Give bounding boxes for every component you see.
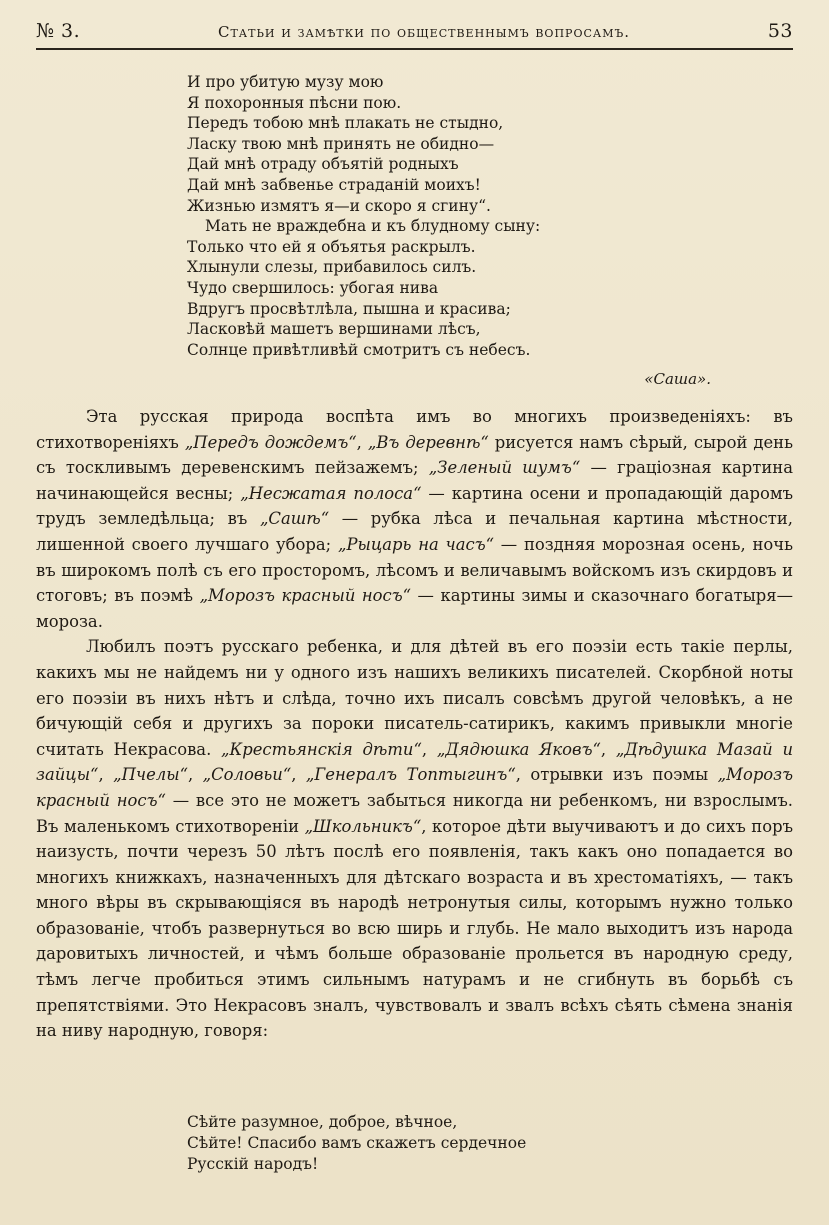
- poem-line: Русскій народъ!: [187, 1155, 319, 1173]
- poem-line: Сѣйте разумное, доброе, вѣчное,: [187, 1113, 458, 1131]
- work-title: „Зеленый шумъ“: [428, 458, 581, 478]
- work-title: „Дѣдушка Мазай и зайцы“: [36, 739, 794, 785]
- work-title: „Сашѣ“: [259, 509, 330, 529]
- work-title: „Пчелы“: [113, 765, 188, 785]
- running-header: [36, 20, 793, 42]
- poem-line: Сѣйте! Спасибо вамъ скажетъ сердечное: [187, 1134, 527, 1152]
- poem-line: Ласковѣй машетъ вершинами лѣсъ,: [187, 320, 481, 339]
- work-title: „Крестьянскія дѣти“: [221, 739, 422, 759]
- poem-line: Только что ей я объятья раскрылъ.: [187, 237, 476, 256]
- header-rule: [36, 48, 793, 50]
- poem-line: Мать не враждебна и къ блудному сыну:: [205, 217, 541, 236]
- page-number: 53: [767, 20, 793, 42]
- work-title: „Рыцарь на часъ“: [337, 534, 495, 554]
- text-run: — все это не можетъ забыться никогда ни ребенкомъ, ни взрослымъ. Въ маленькомъ стихотвореніи: [36, 790, 793, 836]
- closing-poem: [187, 1112, 526, 1175]
- poem-line: Дай мнѣ отраду объятій родныхъ: [187, 155, 459, 174]
- work-title: „Дядюшка Яковъ“: [436, 739, 601, 759]
- work-title: „Генералъ Топтыгинъ“: [305, 765, 516, 785]
- article-body: [36, 404, 793, 1044]
- work-title: „Передъ дождемъ“: [184, 432, 357, 452]
- work-title: „Школьникъ“: [304, 816, 422, 836]
- paragraph-nature: [36, 404, 793, 634]
- text-run: ,: [356, 432, 368, 452]
- text-run: — поздняя морозная осень, ночь въ широкомъ полѣ съ его просторомъ, лѣсомъ и величавымъ войскомъ изъ скирдовъ и стоговъ; въ поэмѣ: [36, 534, 793, 606]
- paragraph-children: [36, 634, 793, 1044]
- poem-line: Дай мнѣ забвенье страданій моихъ!: [187, 175, 481, 194]
- poem-line: И про убитую музу мою: [187, 73, 384, 91]
- text-run: Любилъ поэтъ русскаго ребенка, и для дѣтей въ его поэзіи есть такіе перлы, какихъ мы не найдемъ ни у одного изъ нашихъ великихъ писателей. Скорбной ноты его поэзіи въ нихъ нѣтъ и слѣда, точно ихъ писалъ совсѣмъ другой человѣкъ, а не бичующій себя и другихъ за пороки писатель-сатирикъ, какимъ привыкли многіе считать Некрасова.: [36, 637, 793, 759]
- poem-line: Вдругъ просвѣтлѣла, пышна и красива;: [187, 299, 511, 318]
- section-title: Статьи и замѣтки по общественнымъ вопросамъ.: [217, 23, 630, 41]
- poem-line: Жизнью измятъ я—и скоро я сгину“.: [187, 196, 491, 215]
- work-title: „Несжатая полоса“: [240, 483, 422, 503]
- text-run: — граціозная картина начинающейся весны;: [36, 458, 793, 503]
- issue-number: № 3.: [36, 20, 81, 42]
- text-run: — рубка лѣса и печальная картина мѣстности, лишенной своего лучшаго убора;: [36, 509, 793, 554]
- poem-block: [187, 72, 540, 360]
- text-run: — картины зимы и сказочнаго богатыря—мороза.: [36, 586, 793, 631]
- poem-line: Хлынули слезы, прибавилось силъ.: [187, 258, 477, 277]
- text-run: , отрывки изъ поэмы: [515, 765, 718, 785]
- work-title: „Морозъ красный носъ“: [36, 765, 794, 810]
- work-title: „Морозъ красный носъ“: [199, 586, 412, 606]
- work-title: „Соловьи“: [202, 765, 292, 785]
- poem-line: Передъ тобою мнѣ плакать не стыдно,: [187, 114, 504, 133]
- text-run: — картина осени и пропадающій даромъ трудъ земледѣльца; въ: [36, 483, 793, 529]
- text-run: ,: [187, 765, 203, 785]
- text-run: ,: [421, 739, 437, 759]
- work-title: „Въ деревнѣ“: [367, 432, 489, 452]
- poem-line: Ласку твою мнѣ принять не обидно—: [187, 134, 495, 153]
- text-run: ,: [98, 765, 114, 785]
- poem-line: Чудо свершилось: убогая нива: [187, 278, 439, 297]
- poem-signature: «Саша».: [644, 370, 711, 388]
- text-run: Эта русская природа воспѣта имъ во многихъ произведеніяхъ: въ стихотвореніяхъ: [36, 407, 793, 452]
- text-run: , которое дѣти выучиваютъ и до сихъ поръ наизусть, почти черезъ 50 лѣтъ послѣ его появленія, такъ какъ оно попадается во многихъ книжкахъ, назначенныхъ для дѣтскаго возраста и въ хрестоматіяхъ, — такъ много вѣры въ скрывающіяся въ народѣ нетронутыя силы, которымъ нужно только образованіе, чтобъ развернуться во всю ширь и глубь. Не мало выходитъ изъ народа даровитыхъ личностей, и чѣмъ больше образованіе прольется въ народную среду, тѣмъ легче пробиться этимъ сильнымъ натурамъ и не сгибнуть въ борьбѣ съ препятствіями. Это Некрасовъ зналъ, чувствовалъ и звалъ всѣхъ сѣять сѣмена знанія на ниву народную, говоря:: [36, 816, 794, 1041]
- poem-line: Солнце привѣтливѣй смотритъ съ небесъ.: [187, 340, 531, 359]
- text-run: ,: [291, 765, 306, 785]
- text-run: рисуется намъ сѣрый, сырой день съ тоскливымъ деревенскимъ пейзажемъ;: [36, 432, 793, 478]
- text-run: ,: [600, 739, 616, 759]
- poem-line: Я похоронныя пѣсни пою.: [187, 93, 402, 112]
